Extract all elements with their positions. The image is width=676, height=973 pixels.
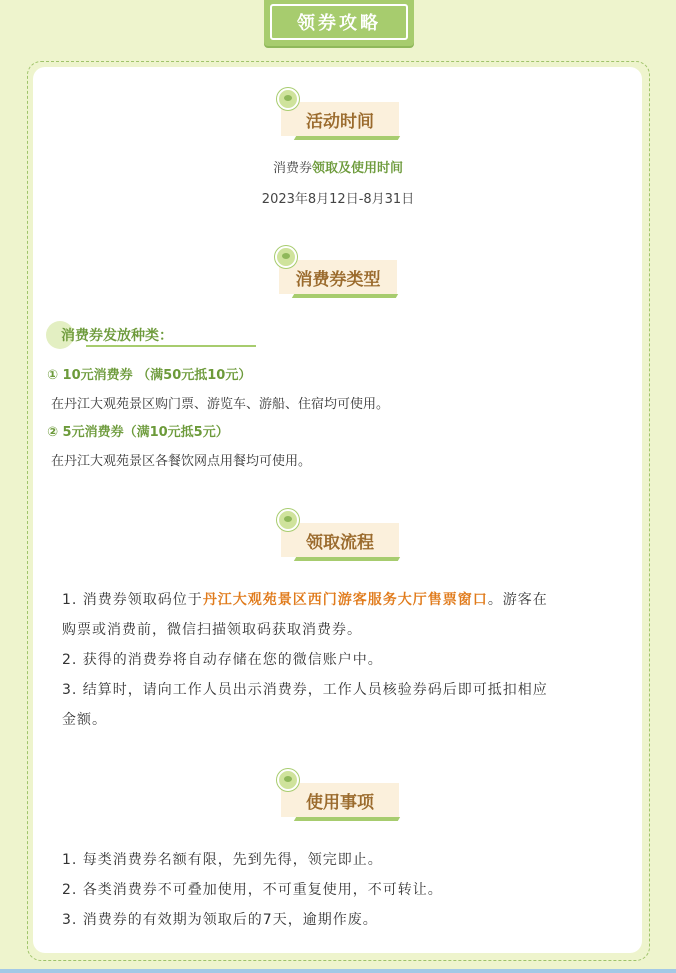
voucher-kinds-label-text: 消费券发放种类： [61, 328, 173, 344]
activity-time-heading: 活动时间 [306, 111, 374, 132]
activity-time-label-prefix: 消费券 [272, 161, 312, 176]
claim-step-1-suffix: 。游客在 [487, 592, 548, 608]
claim-step-1-location: 丹江大观苑景区西门游客服务大厅售票窗口 [202, 592, 488, 608]
pin-icon [277, 88, 299, 110]
page-title: 领券攻略 [270, 4, 408, 40]
section-heading-activity-time [281, 98, 401, 142]
pin-icon [277, 509, 299, 531]
claim-step-3-line-1: 3. 结算时，请向工作人员出示消费券，工作人员核验券码后即可抵扣相应 [62, 682, 548, 698]
usage-notes-heading: 使用事项 [306, 792, 374, 813]
voucher-item-title: ② 5元消费券（满10元抵5元） [47, 425, 229, 440]
activity-time-label-highlight: 领取及使用时间 [312, 161, 404, 176]
usage-note: 1. 每类消费券名额有限，先到先得，领完即止。 [62, 852, 383, 868]
voucher-item-desc: 在丹江大观苑景区各餐饮网点用餐均可使用。 [51, 454, 312, 469]
claim-step-1-line-1 [62, 589, 548, 609]
claim-step-1-line-2: 购票或消费前，微信扫描领取码获取消费券。 [62, 622, 362, 638]
label-underline [86, 345, 256, 347]
page-title-tab [264, 0, 414, 46]
claim-step-2: 2. 获得的消费券将自动存储在您的微信账户中。 [62, 652, 383, 668]
voucher-types-heading: 消费券类型 [295, 269, 381, 290]
claim-step-1-prefix: 1. 消费券领取码位于 [62, 592, 203, 608]
voucher-kinds-label [46, 321, 216, 349]
pin-icon [275, 246, 297, 268]
voucher-item-title: ① 10元消费券 （满50元抵10元） [47, 368, 252, 383]
pin-icon [277, 769, 299, 791]
claim-process-heading: 领取流程 [306, 532, 374, 553]
claim-step-3-line-2: 金额。 [62, 712, 107, 728]
activity-time-label [0, 157, 676, 176]
section-heading-usage-notes [281, 779, 401, 823]
activity-dates: 2023年8月12日-8月31日 [261, 192, 415, 207]
section-heading-voucher-types [279, 256, 399, 300]
voucher-item-desc: 在丹江大观苑景区购门票、游览车、游船、住宿均可使用。 [51, 397, 390, 412]
usage-note: 2. 各类消费券不可叠加使用，不可重复使用，不可转让。 [62, 882, 443, 898]
section-heading-claim-process [281, 519, 401, 563]
usage-note: 3. 消费券的有效期为领取后的7天，逾期作废。 [62, 912, 378, 928]
bottom-strip [0, 969, 676, 973]
